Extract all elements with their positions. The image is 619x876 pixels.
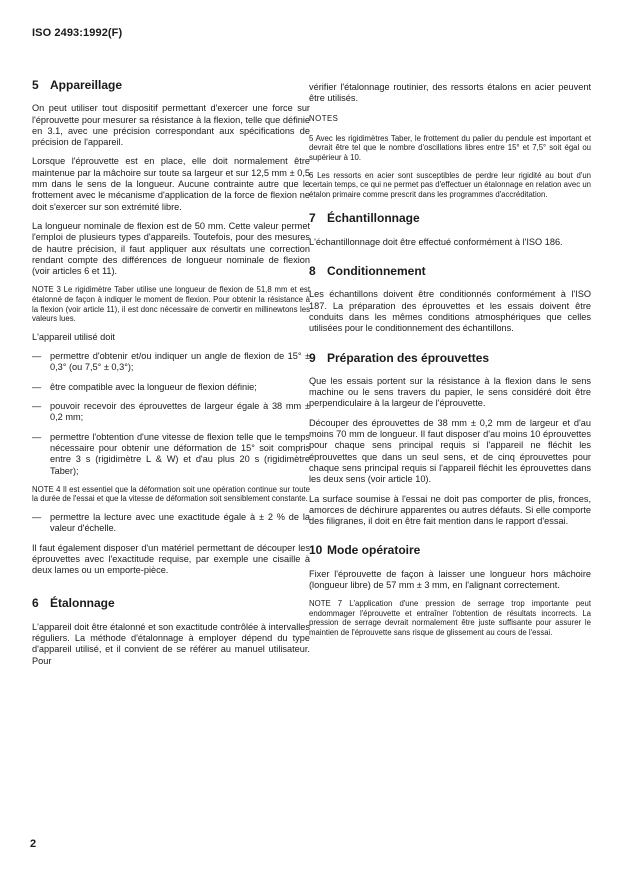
list-item: — permettre la lecture avec une exactitude égale à ± 2 % de la valeur d'échelle. [32,511,310,534]
list-item: — permettre l'obtention d'une vitesse de flexion telle que le temps nécessaire pour obtenir une déformation de 15° soit compris entre 3 s (rigidimètre L & W) et d'au plus 20 s (rigidimètre Taber); [32,431,310,476]
list-item: — pouvoir recevoir des éprouvettes de largeur égale à 38 mm ± 0,2 mm; [32,401,310,423]
paragraph: L'appareil utilisé doit [32,331,115,342]
paragraph: Il faut également disposer d'un matériel permettant de découper les éprouvettes avec l'exactitude requise, par exemple une cisaille à deux lames ou un emporte-pièce. [32,542,310,576]
paragraph: vérifier l'étalonnage routinier, des ressorts étalons en acier peuvent être utilisés. [309,82,591,104]
section-9-heading: 9 Préparation des éprouvettes [309,350,490,365]
notes-label: NOTES [309,113,339,123]
right-column [309,82,591,646]
paragraph: Les échantillons doivent être conditionnés conformément à l'ISO 187. La préparation des éprouvettes et les essais doivent être conduits dans les mêmes conditions atmosphériques que celles utilisées pour le conditionnement des échantillons. [309,289,591,334]
paragraph: Que les essais portent sur la résistance à la flexion dans le sens machine ou le sens travers du papier, le sens considéré doit être perpendiculaire à la largeur de l'éprouvette. [309,375,591,409]
left-column [32,80,310,675]
document-header: ISO 2493:1992(F) [32,27,123,39]
section-6-heading: 6 Étalonnage [32,596,115,611]
paragraph: L'appareil doit être étalonné et son exactitude contrôlée à intervalles réguliers. La méthode d'étalonnage à employer dépend du type d'appareil utilisé, et il convient de se référer au manuel utilisateur. Pour [32,621,310,666]
note-3: NOTE 3 Le rigidimètre Taber utilise une longueur de flexion de 51,8 mm et est étalonné de façon à indiquer le moment de flexion. Pour obtenir la résistance à la flexion (voir article 11), il est donc nécessaire de convertir en millinewtons les valeurs lues. [32,285,310,324]
paragraph: La surface soumise à l'essai ne doit pas comporter de plis, fronces, amorces de déchirure apparentes ou autres défauts. Si elle comporte des filigranes, il doit en être fait mention dans le rapport d'essai. [309,493,591,527]
list-item: — permettre d'obtenir et/ou indiquer un angle de flexion de 15° ± 0,3° (ou 7,5° ± 0,3°); [32,351,310,373]
paragraph: Lorsque l'éprouvette est en place, elle doit normalement être maintenue par la mâchoire sur toute sa largeur et sur 12,5 mm ± 0,5 mm dans le sens de la longueur. Aucune contrainte autre que le frottement avec le mécanisme d'application de la force de flexion ne doit s'exercer sur son extrémité libre. [32,156,310,212]
paragraph: On peut utiliser tout dispositif permettant d'exercer une force sur l'éprouvette pour mesurer sa résistance à la flexion, telle que définie en 3.1, avec une précision correspondant aux spécifications de précision de l'appareil. [32,103,310,148]
page-number: 2 [30,838,37,850]
section-7-heading: 7 Échantillonnage [309,211,420,226]
note-5: 5 Avec les rigidimètres Taber, le frottement du palier du pendule est important et devrait être tel que le nombre d'oscillations libres entre 15° et 7,5° soit égal ou supérieur à 10. [309,133,591,163]
paragraph: L'échantillonnage doit être effectué conformément à l'ISO 186. [309,236,563,247]
note-6: 6 Les ressorts en acier sont susceptibles de perdre leur rigidité au bout d'un certain temps, ce qui ne permet pas d'effectuer un étalonnage en relation avec un étalon primaire comme prescrit dans les programmes d'accréditation. [309,170,591,199]
paragraph: Découper des éprouvettes de 38 mm ± 0,2 mm de largeur et d'au moins 70 mm de longueur. Il faut disposer d'au moins 10 éprouvettes pour chaque sens principal requis si l'appareil ne fléchit les éprouvettes que dans un seul sens, et de cinq éprouvettes pour chaque sens principal requis si l'appareil fléchit les éprouvettes dans les deux sens (voir article 10). [309,417,591,485]
section-5-heading: 5 Appareillage [32,78,123,92]
section-10-heading: 10 Mode opératoire [309,543,421,558]
paragraph: Fixer l'éprouvette de façon à laisser une longueur hors mâchoire (longueur libre) de 57 mm ± 3 mm, en l'alignant correctement. [309,568,591,590]
paragraph: La longueur nominale de flexion est de 50 mm. Cette valeur permet l'emploi de plusieurs types d'appareils. Toutefois, pour des mesures de hautre précision, il faut appliquer aux résultats une correction rendant compte des différences de longueur nominale de flexion (voir articles 6 et 11). [32,220,310,277]
section-8-heading: 8 Conditionnement [309,264,426,279]
note-4: NOTE 4 Il est essentiel que la déformation soit une opération continue sur toute la durée de l'essai et que la vitesse de déformation soit sensiblement constante. [32,484,310,504]
list-item: — être compatible avec la longueur de flexion définie; [32,381,257,392]
note-7: NOTE 7 L'application d'une pression de serrage trop importante peut endommager l'éprouvette et entraîner l'obtention de résultats incorrects. La pression de serrage devrait normalement être juste suffisante pour assurer le maintien de l'éprouvette sans risque de glissement au cours de l'essai. [309,599,591,638]
